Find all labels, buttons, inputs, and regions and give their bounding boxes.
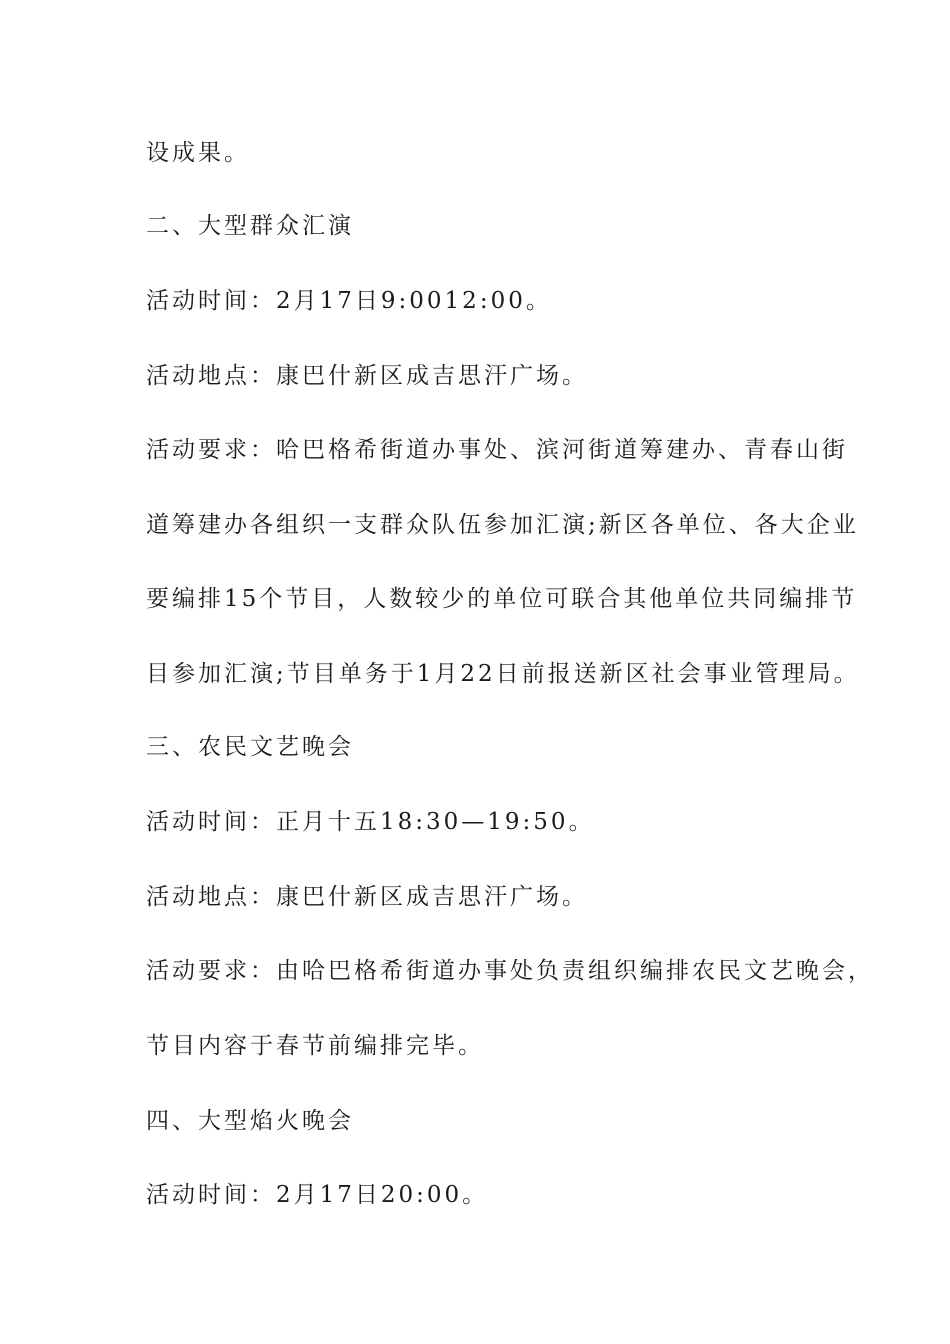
paragraph-line: 活动时间：2月17日9:0012:00。 — [146, 288, 552, 314]
paragraph-line: 道筹建办各组织一支群众队伍参加汇演;新区各单位、各大企业 — [146, 512, 859, 538]
paragraph-line: 设成果。 — [146, 140, 250, 166]
paragraph-line: 活动要求：由哈巴格希街道办事处负责组织编排农民文艺晚会， — [146, 958, 874, 984]
section-heading: 四、大型焰火晚会 — [146, 1108, 354, 1134]
paragraph-line: 目参加汇演;节目单务于1月22日前报送新区社会事业管理局。 — [146, 661, 860, 687]
section-heading: 三、农民文艺晚会 — [146, 734, 354, 760]
paragraph-line: 节目内容于春节前编排完毕。 — [146, 1033, 484, 1059]
paragraph-line: 活动要求：哈巴格希街道办事处、滨河街道筹建办、青春山街 — [146, 437, 848, 463]
paragraph-line: 要编排15个节目，人数较少的单位可联合其他单位共同编排节 — [146, 586, 858, 612]
section-heading: 二、大型群众汇演 — [146, 213, 354, 239]
paragraph-line: 活动地点：康巴什新区成吉思汗广场。 — [146, 884, 588, 910]
paragraph-line: 活动时间：2月17日20:00。 — [146, 1182, 489, 1208]
paragraph-line: 活动地点：康巴什新区成吉思汗广场。 — [146, 363, 588, 389]
paragraph-line: 活动时间：正月十五18:30—19:50。 — [146, 809, 595, 835]
